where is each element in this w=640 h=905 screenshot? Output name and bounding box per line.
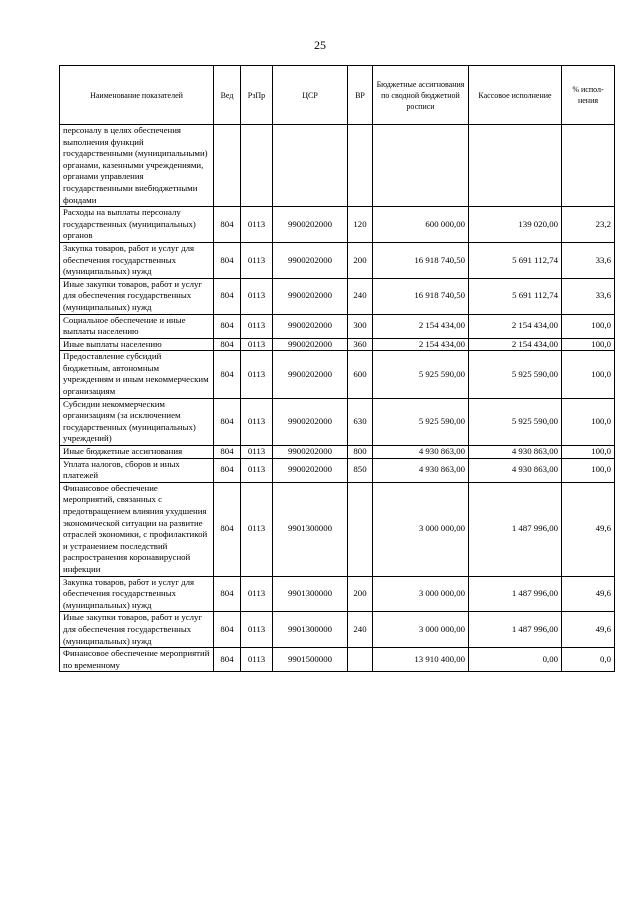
cell-pct: 23,2 — [562, 207, 615, 243]
cell-rzpr: 0113 — [241, 278, 273, 314]
cell-name: Субсидии некоммерческим организациям (за исключением государственных (муниципальных) учреждений) — [60, 398, 214, 445]
table-row — [60, 648, 615, 672]
cell-budget — [373, 125, 469, 207]
cell-pct: 49,6 — [562, 482, 615, 576]
table-header-row — [60, 66, 615, 125]
cell-csr: 9900202000 — [273, 351, 348, 398]
cell-name: Иные закупки товаров, работ и услуг для обеспечения государственных (муниципальных) нужд — [60, 278, 214, 314]
cell-name: Иные выплаты населению — [60, 338, 214, 351]
cell-csr: 9900202000 — [273, 338, 348, 351]
cell-pct: 100,0 — [562, 398, 615, 445]
cell-ved: 804 — [214, 338, 241, 351]
cell-rzpr: 0113 — [241, 482, 273, 576]
table-row — [60, 351, 615, 398]
cell-cash: 5 925 590,00 — [469, 398, 562, 445]
cell-name: Иные бюджетные ассигнования — [60, 446, 214, 459]
header-vr: ВР — [348, 66, 373, 125]
cell-cash: 4 930 863,00 — [469, 458, 562, 482]
cell-cash: 5 691 112,74 — [469, 278, 562, 314]
cell-ved: 804 — [214, 351, 241, 398]
cell-vr — [348, 648, 373, 672]
cell-ved: 804 — [214, 278, 241, 314]
table-row — [60, 125, 615, 207]
cell-budget: 2 154 434,00 — [373, 314, 469, 338]
cell-csr: 9900202000 — [273, 207, 348, 243]
cell-pct: 100,0 — [562, 351, 615, 398]
cell-name: Уплата налогов, сборов и иных платежей — [60, 458, 214, 482]
cell-csr: 9901500000 — [273, 648, 348, 672]
cell-rzpr: 0113 — [241, 242, 273, 278]
cell-vr: 240 — [348, 612, 373, 648]
cell-budget: 3 000 000,00 — [373, 576, 469, 612]
header-cash: Кассовое исполнение — [469, 66, 562, 125]
cell-cash: 1 487 996,00 — [469, 612, 562, 648]
cell-budget: 2 154 434,00 — [373, 338, 469, 351]
cell-name: Социальное обеспечение и иные выплаты населению — [60, 314, 214, 338]
cell-ved: 804 — [214, 242, 241, 278]
cell-pct: 49,6 — [562, 612, 615, 648]
cell-rzpr: 0113 — [241, 314, 273, 338]
cell-budget: 4 930 863,00 — [373, 458, 469, 482]
cell-pct: 33,6 — [562, 278, 615, 314]
cell-rzpr: 0113 — [241, 351, 273, 398]
table-row — [60, 278, 615, 314]
cell-name: Иные закупки товаров, работ и услуг для обеспечения государственных (муниципальных) нужд — [60, 612, 214, 648]
cell-name: Финансовое обеспечение мероприятий по временному — [60, 648, 214, 672]
cell-cash: 5 691 112,74 — [469, 242, 562, 278]
header-budget: Бюджетные ассигнования по сводной бюджетной росписи — [373, 66, 469, 125]
table-row — [60, 242, 615, 278]
cell-rzpr: 0113 — [241, 576, 273, 612]
cell-budget: 16 918 740,50 — [373, 278, 469, 314]
cell-cash: 2 154 434,00 — [469, 314, 562, 338]
cell-vr: 120 — [348, 207, 373, 243]
header-name: Наименование показателей — [60, 66, 214, 125]
page-number: 25 — [314, 38, 326, 52]
cell-cash: 4 930 863,00 — [469, 446, 562, 459]
cell-budget: 5 925 590,00 — [373, 351, 469, 398]
cell-vr: 850 — [348, 458, 373, 482]
cell-vr: 240 — [348, 278, 373, 314]
table-row — [60, 458, 615, 482]
cell-pct: 0,0 — [562, 648, 615, 672]
table-row — [60, 398, 615, 445]
cell-csr: 9900202000 — [273, 278, 348, 314]
cell-csr: 9900202000 — [273, 446, 348, 459]
table-row — [60, 207, 615, 243]
table-row — [60, 314, 615, 338]
cell-csr: 9900202000 — [273, 314, 348, 338]
cell-csr: 9900202000 — [273, 242, 348, 278]
cell-name: Расходы на выплаты персоналу государственных (муниципальных) органов — [60, 207, 214, 243]
cell-csr: 9900202000 — [273, 398, 348, 445]
table-row — [60, 576, 615, 612]
cell-name: персоналу в целях обеспечения выполнения функций государственными (муниципальными) органами, казенными учреждениями, органами управления государственными внебюджетными фондами — [60, 125, 214, 207]
cell-cash: 1 487 996,00 — [469, 576, 562, 612]
cell-rzpr: 0113 — [241, 398, 273, 445]
cell-rzpr: 0113 — [241, 207, 273, 243]
cell-pct — [562, 125, 615, 207]
cell-budget: 16 918 740,50 — [373, 242, 469, 278]
cell-budget: 5 925 590,00 — [373, 398, 469, 445]
cell-csr — [273, 125, 348, 207]
cell-cash: 0,00 — [469, 648, 562, 672]
header-rzpr: РзПр — [241, 66, 273, 125]
cell-vr: 300 — [348, 314, 373, 338]
cell-ved: 804 — [214, 648, 241, 672]
cell-cash: 1 487 996,00 — [469, 482, 562, 576]
cell-pct: 100,0 — [562, 338, 615, 351]
cell-ved: 804 — [214, 482, 241, 576]
cell-ved: 804 — [214, 576, 241, 612]
cell-vr — [348, 482, 373, 576]
cell-pct: 100,0 — [562, 458, 615, 482]
cell-budget: 600 000,00 — [373, 207, 469, 243]
cell-rzpr — [241, 125, 273, 207]
cell-rzpr: 0113 — [241, 446, 273, 459]
cell-ved: 804 — [214, 398, 241, 445]
cell-budget: 3 000 000,00 — [373, 612, 469, 648]
cell-ved: 804 — [214, 446, 241, 459]
cell-ved: 804 — [214, 314, 241, 338]
cell-csr: 9901300000 — [273, 482, 348, 576]
cell-vr: 360 — [348, 338, 373, 351]
cell-rzpr: 0113 — [241, 612, 273, 648]
cell-budget: 3 000 000,00 — [373, 482, 469, 576]
cell-pct: 100,0 — [562, 314, 615, 338]
cell-vr: 630 — [348, 398, 373, 445]
cell-csr: 9901300000 — [273, 576, 348, 612]
cell-cash — [469, 125, 562, 207]
cell-cash: 2 154 434,00 — [469, 338, 562, 351]
table-row — [60, 612, 615, 648]
cell-vr: 200 — [348, 576, 373, 612]
cell-rzpr: 0113 — [241, 338, 273, 351]
cell-name: Закупка товаров, работ и услуг для обеспечения государственных (муниципальных) нужд — [60, 576, 214, 612]
cell-ved — [214, 125, 241, 207]
cell-pct: 100,0 — [562, 446, 615, 459]
cell-name: Финансовое обеспечение мероприятий, связанных с предотвращением влияния ухудшения экономической ситуации на развитие отраслей экономики, с профилактикой и устранением последствий распространения коронавирусной инфекции — [60, 482, 214, 576]
budget-execution-table — [59, 65, 615, 672]
cell-csr: 9901300000 — [273, 612, 348, 648]
table-body — [60, 125, 615, 672]
cell-csr: 9900202000 — [273, 458, 348, 482]
cell-cash: 5 925 590,00 — [469, 351, 562, 398]
cell-ved: 804 — [214, 207, 241, 243]
cell-vr: 200 — [348, 242, 373, 278]
cell-pct: 49,6 — [562, 576, 615, 612]
cell-ved: 804 — [214, 458, 241, 482]
header-ved: Вед — [214, 66, 241, 125]
cell-cash: 139 020,00 — [469, 207, 562, 243]
cell-name: Предоставление субсидий бюджетным, автономным учреждениям и иным некоммерческим организациям — [60, 351, 214, 398]
cell-pct: 33,6 — [562, 242, 615, 278]
cell-ved: 804 — [214, 612, 241, 648]
header-pct: % испол-нения — [562, 66, 615, 125]
cell-vr: 800 — [348, 446, 373, 459]
header-csr: ЦСР — [273, 66, 348, 125]
cell-vr — [348, 125, 373, 207]
cell-rzpr: 0113 — [241, 648, 273, 672]
cell-budget: 13 910 400,00 — [373, 648, 469, 672]
cell-rzpr: 0113 — [241, 458, 273, 482]
cell-name: Закупка товаров, работ и услуг для обеспечения государственных (муниципальных) нужд — [60, 242, 214, 278]
table-row — [60, 338, 615, 351]
table-row — [60, 446, 615, 459]
table-row — [60, 482, 615, 576]
cell-vr: 600 — [348, 351, 373, 398]
cell-budget: 4 930 863,00 — [373, 446, 469, 459]
